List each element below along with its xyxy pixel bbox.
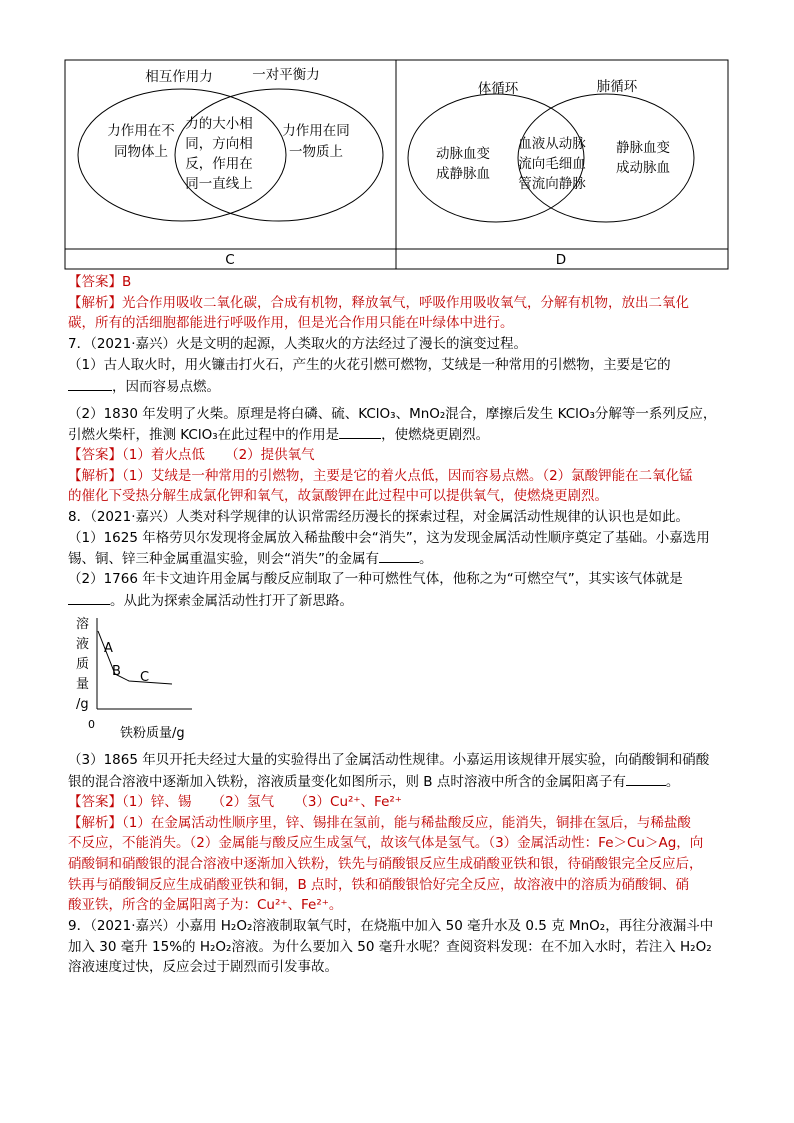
answer-blank[interactable] [379, 548, 419, 563]
venn-c-middle-line: 力的大小相 [185, 116, 253, 132]
answer-tag: 【答案】 [68, 274, 122, 290]
q7-analysis-line: 【解析】（1）艾绒是一种常用的引燃物，主要是它的着火点低，因而容易点燃。（2）氯酸钾能在二氧化锰 [68, 468, 693, 484]
analysis-tag: 【解析】 [68, 468, 122, 484]
q9-line: 溶液速度过快，反应会过于剧烈而引发事故。 [68, 959, 338, 975]
q7-answer: （1）着火点低 （2）提供氧气 [122, 447, 315, 463]
venn-d-right-line: 静脉血变 [616, 140, 670, 156]
venn-c-left-title: 相互作用力 [145, 69, 213, 85]
q7-part2-line2: 引燃火柴杆，推测 KClO₃在此过程中的作用是 ，使燃烧更剧烈。 [68, 424, 489, 445]
cell-label-d: D [555, 252, 567, 268]
venn-d-middle-line: 管流向静脉 [518, 176, 586, 192]
q7-part2-line1: （2）1830 年发明了火柴。原理是将白磷、硫、KClO₃、MnO₂混合，摩擦后发生 KClO₃分解等一系列反应， [68, 406, 717, 422]
venn-d-middle-line: 流向毛细血 [518, 156, 586, 172]
q8-part3-line2: 银的混合溶液中逐渐加入铁粉，溶液质量变化如图所示，则 B 点时溶液中所含的金属阳离子有 。 [68, 771, 679, 792]
q6-analysis-line: 【解析】光合作用吸收二氧化碳，合成有机物，释放氧气，呼吸作用吸收氧气，分解有机物，放出二氧化 [68, 295, 689, 311]
graph-point-a: A [104, 641, 113, 656]
graph-ylabel-char: 溶 [76, 617, 90, 632]
q6-answer-line [68, 272, 131, 292]
venn-c-left-line: 同物体上 [114, 144, 168, 160]
answer-blank[interactable] [339, 424, 381, 439]
venn-d-right-line: 成动脉血 [616, 160, 670, 176]
venn-d-left-title: 体循环 [477, 81, 519, 97]
venn-table [0, 0, 794, 280]
q8-part2-line2: 。从此为探索金属活动性打开了新思路。 [68, 590, 353, 611]
venn-d-middle-line: 血液从动脉 [518, 136, 586, 152]
q8-part1-line2: 锡、铜、锌三种金属重温实验，则会“消失”的金属有 。 [68, 548, 433, 569]
answer-tag: 【答案】 [68, 794, 122, 810]
q8-answer: （1）锌、锡 （2）氢气 （3）Cu²⁺、Fe²⁺ [122, 794, 402, 810]
graph-origin: 0 [88, 718, 95, 731]
q8-stem: 8．（2021·嘉兴）人类对科学规律的认识常需经历漫长的探索过程，对金属活动性规律的认识也是如此。 [68, 509, 689, 525]
q8-analysis-line: 【解析】（1）在金属活动性顺序里，锌、锡排在氢前，能与稀盐酸反应，能消失，铜排在氢后，与稀盐酸 [68, 815, 691, 831]
graph-point-b: B [112, 664, 121, 679]
q7-part1-line1: （1）古人取火时，用火镰击打火石，产生的火花引燃可燃物，艾绒是一种常用的引燃物，主要是它的 [68, 357, 671, 373]
q8-analysis-line: 硝酸铜和硝酸银的混合溶液中逐渐加入铁粉，铁先与硝酸银反应生成硝酸亚铁和银，待硝酸银完全反应后， [68, 856, 703, 872]
venn-d [408, 78, 694, 268]
q8-part1-line1: （1）1625 年格劳贝尔发现将金属放入稀盐酸中会“消失”，这为发现金属活动性顺序奠定了基础。小嘉选用 [68, 530, 710, 546]
graph-ylabel-char: 量 [76, 677, 90, 692]
venn-c-middle-line: 反，作用在 [185, 156, 253, 172]
q8-part3-line1: （3）1865 年贝开托夫经过大量的实验得出了金属活动性规律。小嘉运用该规律开展实验，向硝酸铜和硝酸 [68, 752, 710, 768]
venn-c-right-line: 力作用在同 [282, 123, 350, 139]
q8-analysis-line: 铁再与硝酸铜反应生成硝酸亚铁和铜，B 点时，铁和硝酸银恰好完全反应，故溶液中的溶质为硝酸铜、硝 [68, 877, 690, 893]
answer-blank[interactable] [68, 590, 110, 605]
venn-c-middle-line: 同一直线上 [185, 176, 253, 192]
cell-label-c: C [225, 252, 235, 268]
q6-answer: B [122, 274, 132, 290]
q9-line: 9．（2021·嘉兴）小嘉用 H₂O₂溶液制取氧气时，在烧瓶中加入 50 毫升水及 0.5 克 MnO₂，再往分液漏斗中 [68, 918, 714, 934]
analysis-tag: 【解析】 [68, 815, 122, 831]
venn-c-left-circle [78, 89, 286, 221]
mass-graph [70, 612, 210, 742]
q7-analysis-line: 的催化下受热分解生成氯化钾和氧气，故氯酸钾在此过程中可以提供氧气，使燃烧更剧烈。 [68, 488, 608, 504]
graph-ylabel-char: /g [76, 697, 89, 712]
venn-c-left-line: 力作用在不 [107, 123, 175, 139]
q7-stem: 7．（2021·嘉兴）火是文明的起源，人类取火的方法经过了漫长的演变过程。 [68, 336, 527, 352]
graph-ylabel-char: 液 [76, 637, 90, 652]
answer-blank[interactable] [626, 771, 666, 786]
q6-analysis-line: 碳，所有的活细胞都能进行呼吸作用，但是光合作用只能在叶绿体中进行。 [68, 315, 514, 331]
graph-ylabel-char: 质 [76, 657, 90, 672]
graph-xlabel: 铁粉质量/g [120, 726, 185, 741]
venn-c-right-line: 一物质上 [289, 144, 343, 160]
analysis-tag: 【解析】 [68, 295, 122, 311]
q8-part2-line1: （2）1766 年卡文迪许用金属与酸反应制取了一种可燃性气体，他称之为“可燃空气”，其实该气体就是 [68, 571, 683, 587]
q8-analysis-line: 酸亚铁，所含的金属阳离子为：Cu²⁺、Fe²⁺。 [68, 897, 343, 913]
q8-answer-line [68, 792, 402, 812]
q7-answer-line [68, 445, 315, 465]
answer-tag: 【答案】 [68, 447, 122, 463]
answer-blank[interactable] [68, 376, 112, 391]
venn-c-right-title: 一对平衡力 [252, 67, 320, 83]
venn-c [78, 66, 383, 268]
venn-d-left-line: 动脉血变 [436, 146, 490, 162]
venn-c-right-circle [175, 89, 383, 221]
venn-d-right-title: 肺循环 [596, 79, 638, 95]
q9-line: 加入 30 毫升 15%的 H₂O₂溶液。为什么要加入 50 毫升水呢？查阅资料发现：在不加入水时，若注入 H₂O₂ [68, 939, 712, 955]
q7-part1-line2: ，因而容易点燃。 [68, 376, 220, 397]
q8-analysis-line: 不反应，不能消失。（2）金属能与酸反应生成氢气，故该气体是氢气。（3）金属活动性：Fe＞Cu＞Ag，向 [68, 835, 704, 851]
venn-c-middle-line: 同，方向相 [185, 136, 253, 152]
venn-d-left-line: 成静脉血 [436, 166, 490, 182]
graph-point-c: C [140, 670, 150, 685]
graph-curve [98, 631, 172, 684]
